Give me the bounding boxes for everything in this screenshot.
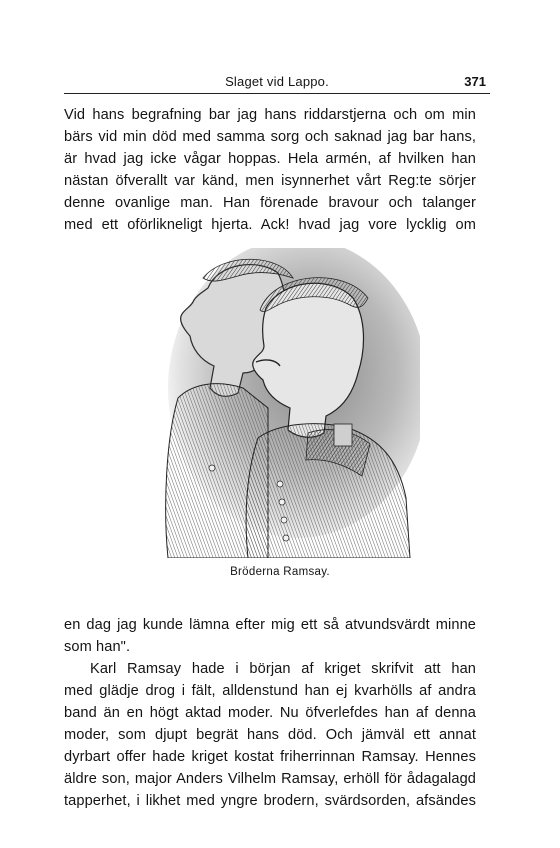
- text-line: med glädje drog i fält, alldenstund han ej kvarhölls af andra: [64, 683, 476, 699]
- text-line: som han".: [64, 639, 131, 655]
- text-line: Karl Ramsay hade i början af kriget skrifvit att han: [90, 661, 476, 677]
- text-line: äldre son, major Anders Vilhelm Ramsay, erhöll för ådagalagd: [64, 771, 476, 787]
- text-line: är hvad jag icke vågar hoppas. Hela armén, af hvilken han: [64, 151, 476, 167]
- portrait-engraving: [148, 248, 420, 558]
- running-title: Slaget vid Lappo.: [225, 74, 329, 89]
- figure-caption: Bröderna Ramsay.: [230, 566, 330, 578]
- text-line: moder, som djupt begrät hans död. Och jämväl ett annat: [64, 727, 476, 743]
- text-line: bärs vid min död med samma sorg och saknad jag bar hans,: [64, 129, 476, 145]
- text-line: Vid hans begrafning bar jag hans riddarstjerna och om min: [64, 107, 476, 123]
- text-line: dyrbart offer hade kriget kostat friherrinnan Ramsay. Hennes: [64, 749, 476, 765]
- header-rule: [64, 93, 490, 94]
- text-line: denne ovanlige man. Han förenade bravour och talanger: [64, 195, 476, 211]
- text-line: band än en högt aktad moder. Nu öfverlefdes han af denna: [64, 705, 476, 721]
- page-header: [64, 74, 490, 94]
- bottom-paragraph: [64, 614, 476, 812]
- text-line: en dag jag kunde lämna efter mig ett så atvundsvärdt minne: [64, 617, 476, 633]
- text-line: nästan öfverallt var känd, men isynnerhet vårt Reg:te sörjer: [64, 173, 476, 189]
- page-number: 371: [464, 74, 486, 89]
- text-line: tapperhet, i likhet med yngre brodern, svärdsorden, afsändes: [64, 793, 476, 809]
- text-line: med ett oförlikneligt hjerta. Ack! hvad jag vore lycklig om: [64, 217, 476, 233]
- top-paragraph: [64, 104, 476, 236]
